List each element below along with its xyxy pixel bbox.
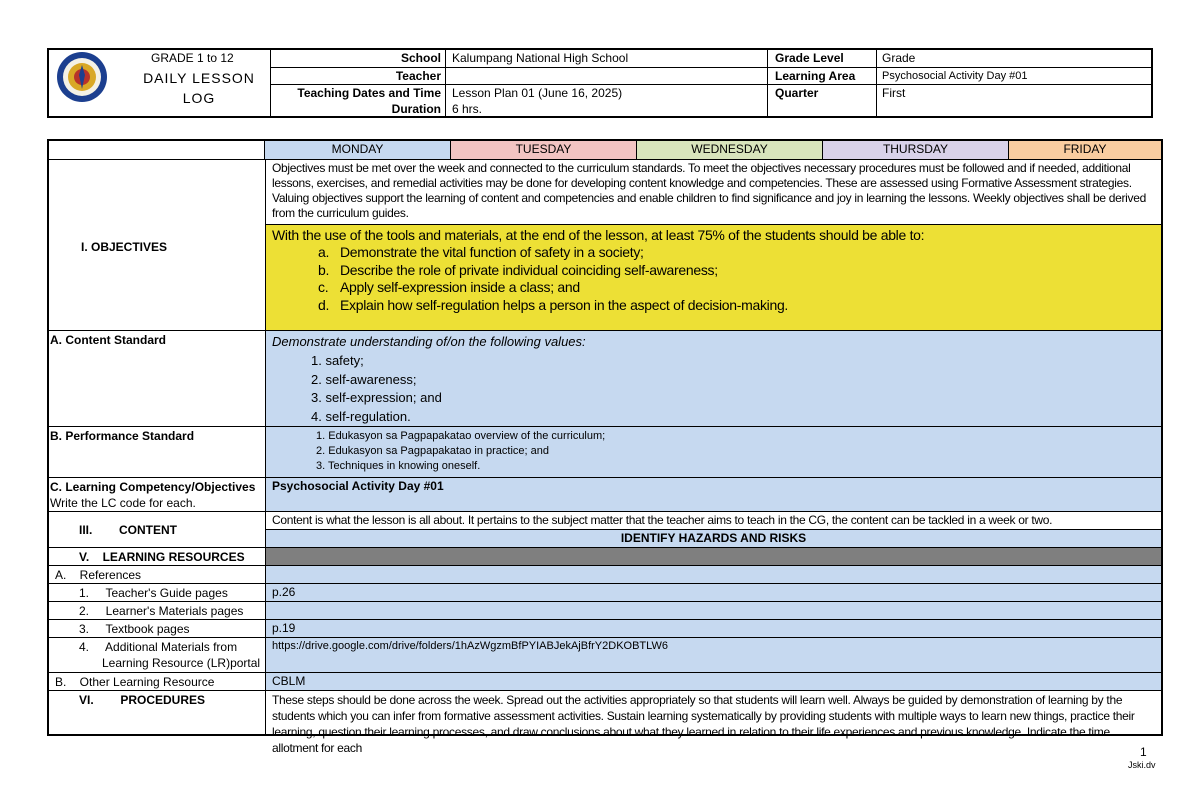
performance-standard-row — [49, 426, 1161, 477]
textbook-label: 3. Textbook pages — [79, 622, 190, 636]
procedures-description: These steps should be done across the week. Spread out the activities appropriately so that students will learn well. Always be guided by demonstration of learning by the students which you can infer from formative assessment activities. Sustain learning systematically by providing students with multiple ways to learn new things, practice their learning, question their learning processes, and draw conclusions about what they learned in relation to their life experiences and previous knowledge. Indicate the time allotment for each — [265, 691, 1161, 734]
table-row — [49, 619, 1161, 637]
content-standard-list — [311, 352, 442, 426]
list-item: 3. self-expression; and — [311, 390, 442, 405]
learning-competency-row — [49, 477, 1161, 511]
textbook-value: p.19 — [265, 620, 1161, 637]
other-resource-row — [49, 672, 1161, 690]
list-item: 2. self-awareness; — [311, 371, 417, 387]
objectives-row — [49, 159, 1161, 330]
dates-label: Teaching Dates and Time — [297, 86, 441, 100]
grade-range: GRADE 1 to 12 — [151, 51, 234, 65]
learning-resources-row — [49, 547, 1161, 565]
learning-resources-label: V. LEARNING RESOURCES — [79, 550, 245, 564]
performance-standard-list — [316, 429, 605, 474]
table-row — [49, 583, 1161, 601]
content-standard-intro: Demonstrate understanding of/on the following values: — [272, 334, 586, 349]
day-monday: MONDAY — [264, 141, 450, 159]
content-standard-row — [49, 330, 1161, 426]
procedures-label: VI. PROCEDURES — [79, 693, 206, 707]
day-tuesday: TUESDAY — [450, 141, 636, 159]
objectives-intro: With the use of the tools and materials, at the end of the lesson, at least 75% of the students should be able to: — [272, 227, 925, 243]
additional-materials-link[interactable]: https://drive.google.com/drive/folders/1hAzWgzmBfPYIABJekAjBfrY2DKOBTLW6 — [265, 638, 1161, 672]
additional-materials-label: 4. Additional Materials from — [79, 640, 238, 654]
list-item: 2. Edukasyon sa Pagpapakatao in practice; and — [316, 445, 549, 457]
performance-standard-label: B. Performance Standard — [50, 429, 195, 443]
references-label: A. References — [55, 568, 142, 582]
doc-title-line2: LOG — [182, 90, 216, 106]
procedures-row — [49, 690, 1161, 755]
quarter-value: First — [882, 86, 906, 100]
references-row — [49, 565, 1161, 583]
learning-area-value: Psychosocial Activity Day #01 — [882, 70, 1028, 82]
content-description: Content is what the lesson is all about. It pertains to the subject matter that the teacher aims to teach in the CG, the content can be tackled in a week or two. — [272, 513, 1053, 527]
day-friday: FRIDAY — [1008, 141, 1161, 159]
page-number: 1 — [1140, 745, 1147, 759]
day-wednesday: WEDNESDAY — [636, 141, 822, 159]
learning-resources-gray-cell — [265, 548, 1161, 565]
duration-label: Duration — [391, 102, 441, 116]
footer-initials: Jski.dv — [1128, 760, 1156, 770]
objectives-box — [266, 224, 1161, 330]
objective-item: b. Describe the role of private individual coinciding self-awareness; — [318, 261, 718, 278]
objective-item: d. Explain how self-regulation helps a person in the aspect of decision-making. — [318, 296, 789, 313]
lesson-log-table — [47, 139, 1163, 755]
learning-area-label: Learning Area — [775, 69, 856, 83]
list-item: 1. safety; — [311, 353, 364, 368]
learners-materials-value — [265, 602, 1161, 619]
table-row — [49, 601, 1161, 619]
other-resource-label: B. Other Learning Resource — [55, 675, 215, 689]
teacher-label: Teacher — [395, 69, 441, 83]
learning-competency-value: Psychosocial Activity Day #01 — [265, 478, 1161, 511]
learners-materials-label: 2. Learner's Materials pages — [79, 604, 244, 618]
school-label: School — [400, 51, 441, 65]
objective-item: c. Apply self-expression inside a class; and — [318, 279, 580, 295]
table-row — [49, 637, 1161, 672]
doc-title-line1: DAILY LESSON — [143, 70, 255, 86]
grade-level-value: Grade — [882, 51, 916, 65]
teachers-guide-label: 1. Teacher's Guide pages — [79, 586, 228, 600]
list-item: 1. Edukasyon sa Pagpapakatao overview of the curriculum; — [316, 430, 606, 442]
teachers-guide-value: p.26 — [265, 584, 1161, 601]
quarter-label: Quarter — [775, 86, 819, 100]
list-item: 3. Techniques in knowing oneself. — [316, 460, 481, 472]
learning-competency-sublabel: Write the LC code for each. — [50, 496, 196, 510]
days-row — [49, 141, 1161, 159]
content-row — [49, 511, 1161, 547]
objectives-label: I. OBJECTIVES — [81, 240, 168, 254]
objectives-description: Objectives must be met over the week and connected to the curriculum standards. To meet the objectives necessary procedures must be followed and if needed, additional lessons, exercises, and remedial activities may be done for developing content knowledge and competencies. These are assessed using Formative Assessment strategies. Valuing objectives support the learning of content and competencies and enable children to find significance and joy in learning the lessons. Weekly objectives shall be derived from the curriculum guides. — [272, 161, 1146, 220]
day-thursday: THURSDAY — [822, 141, 1008, 159]
content-standard-label: A. Content Standard — [50, 333, 166, 347]
other-resource-value: CBLM — [265, 673, 1161, 690]
school-seal-logo — [56, 51, 108, 103]
list-item: 4. self-regulation. — [311, 408, 411, 424]
duration-value: 6 hrs. — [452, 102, 483, 116]
learning-competency-label: C. Learning Competency/Objectives — [50, 480, 256, 494]
objectives-list — [318, 244, 788, 314]
header-table — [47, 48, 1153, 118]
school-value: Kalumpang National High School — [452, 51, 629, 65]
dates-value: Lesson Plan 01 (June 16, 2025) — [452, 86, 623, 100]
grade-level-label: Grade Level — [775, 51, 844, 65]
additional-materials-label-2: Learning Resource (LR)portal — [102, 656, 261, 670]
content-topic: IDENTIFY HAZARDS AND RISKS — [266, 529, 1161, 547]
objective-item: a. Demonstrate the vital function of safety in a society; — [318, 244, 644, 260]
content-label: III. CONTENT — [79, 523, 178, 537]
